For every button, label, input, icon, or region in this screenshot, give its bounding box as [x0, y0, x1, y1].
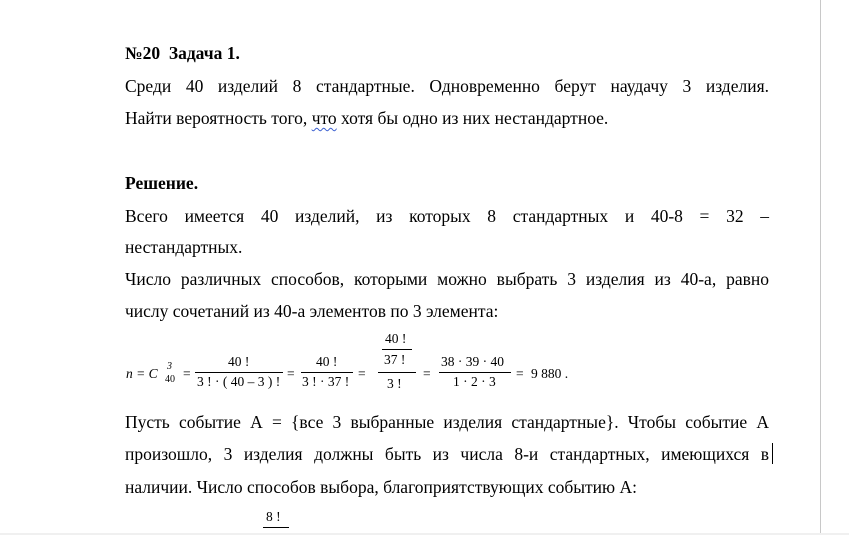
fraction-2-denominator: 3 ! · 37 ! [302, 374, 350, 389]
spellcheck-marked-word[interactable]: что [311, 108, 337, 128]
formula-sub: 40 [165, 374, 175, 385]
solution-p2-line-1: Число различных способов, которыми можно выбрать 3 изделия из 40-а, равно [125, 269, 769, 289]
solution-p3-line-3: наличии. Число способов выбора, благоприятствующих событию А: [125, 477, 637, 497]
fraction-3-inner-denominator: 37 ! [384, 352, 406, 367]
task-number: №20 [125, 43, 161, 63]
equals-1: = [183, 366, 191, 381]
problem-line-2-start: Найти вероятность того, [125, 108, 312, 128]
equals-5: = [516, 366, 524, 381]
solution-p1-line-2: нестандартных. [125, 237, 243, 257]
fraction-2-bar [301, 372, 353, 373]
fraction-4-bar [439, 372, 511, 373]
solution-p3-line-1: Пусть событие А = {все 3 выбранные изделия стандартные}. Чтобы событие А [125, 412, 769, 432]
formula-2-top-numerator: 8 ! [266, 509, 281, 524]
formula-2-top-bar [263, 527, 289, 528]
solution-p1-line-1: Всего имеется 40 изделий, из которых 8 стандартных и 40-8 = 32 – [125, 206, 769, 226]
fraction-1-numerator: 40 ! [228, 354, 250, 369]
equals-4: = [423, 366, 431, 381]
equals-2: = [287, 366, 295, 381]
solution-p2-line-2: числу сочетаний из 40-а элементов по 3 элемента: [125, 301, 499, 321]
text-cursor [772, 443, 773, 464]
formula-sup: 3 [167, 361, 172, 372]
problem-line-1: Среди 40 изделий 8 стандартные. Одновременно берут наудачу 3 изделия. [125, 76, 769, 96]
fraction-3-bar [378, 372, 416, 373]
fraction-4-numerator: 38 · 39 · 40 [441, 354, 504, 369]
fraction-1-bar [195, 372, 283, 373]
fraction-4-denominator: 1 · 2 · 3 [453, 374, 496, 389]
equals-3: = [358, 366, 366, 381]
problem-line-2-end: хотя бы одно из них нестандартное. [336, 108, 609, 128]
fraction-1-denominator: 3 ! · ( 40 – 3 ) ! [197, 374, 281, 389]
task-label: Задача 1. [168, 43, 240, 63]
solution-heading: Решение. [125, 173, 199, 193]
page-right-edge [820, 0, 821, 535]
formula-result: 9 880 . [531, 366, 569, 381]
solution-p3-line-2: произошло, 3 изделия должны быть из числа 8-и стандартных, имеющихся в [125, 444, 769, 464]
fraction-3-inner-numerator: 40 ! [385, 331, 407, 346]
formula-lhs: n = C [126, 366, 158, 381]
fraction-2-numerator: 40 ! [316, 354, 338, 369]
fraction-3-denominator: 3 ! [387, 376, 402, 391]
fraction-3-inner-bar [382, 349, 412, 350]
task-title [125, 42, 769, 64]
problem-line-2 [125, 107, 769, 129]
